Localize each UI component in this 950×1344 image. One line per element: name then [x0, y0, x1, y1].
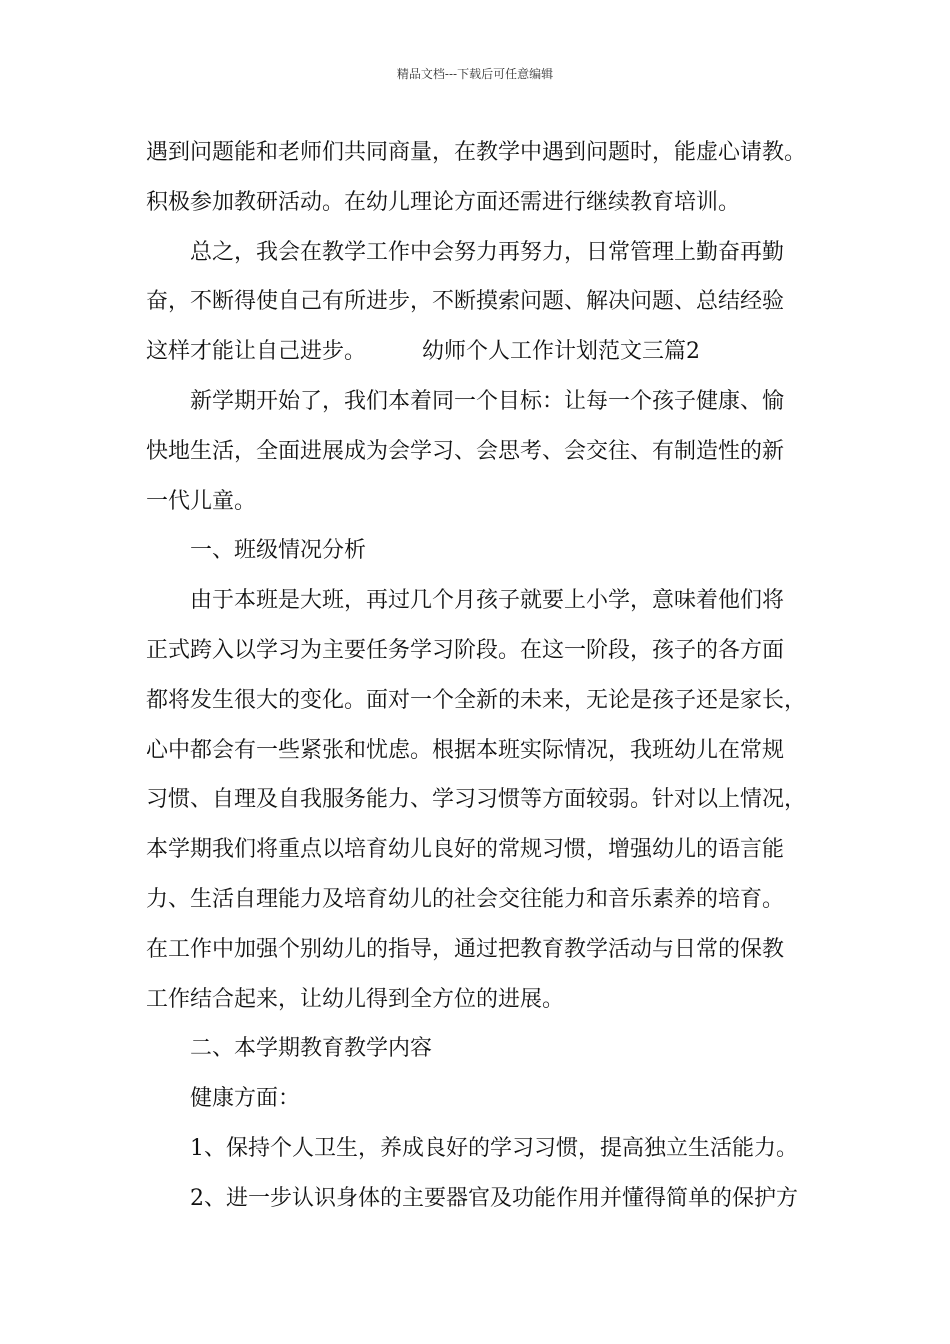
text-line-content: 快地生活，全面进展成为会学习、会思考、会交往、有制造性的新: [146, 438, 785, 464]
text-line-content: 新学期开始了，我们本着同一个目标：让每一个孩子健康、愉: [190, 388, 785, 414]
section-title: 幼师个人工作计划范文三篇2: [422, 339, 701, 365]
text-line-content: 一代儿童。: [146, 488, 257, 514]
text-line: [146, 626, 836, 676]
text-line: [146, 775, 836, 825]
text-line: [146, 1124, 836, 1174]
text-line-content: 一、班级情况分析: [190, 538, 367, 564]
text-line: [146, 128, 836, 178]
text-line: [146, 676, 836, 726]
text-line-content: 在工作中加强个别幼儿的指导，通过把教育教学活动与日常的保教: [146, 936, 785, 962]
text-line-content: 本学期我们将重点以培育幼儿良好的常规习惯，增强幼儿的语言能: [146, 837, 785, 863]
document-body: [146, 128, 836, 1224]
text-line-content: 总之，我会在教学工作中会努力再努力，日常管理上勤奋再勤: [190, 239, 785, 265]
text-line: [146, 277, 836, 327]
text-line: [146, 477, 836, 527]
text-line: [146, 1024, 836, 1074]
text-line: [146, 1074, 836, 1124]
text-line-content: 力、生活自理能力及培育幼儿的社会交往能力和音乐素养的培育。: [146, 886, 785, 912]
text-line-content: 都将发生很大的变化。面对一个全新的未来，无论是孩子还是家长，: [146, 687, 807, 713]
text-line-content: 正式跨入以学习为主要任务学习阶段。在这一阶段，孩子的各方面: [146, 637, 785, 663]
text-line-content: 心中都会有一些紧张和忧虑。根据本班实际情况，我班幼儿在常规: [146, 737, 785, 763]
text-line-content: 遇到问题能和老师们共同商量，在教学中遇到问题时，能虚心请教。: [146, 140, 807, 165]
text-line: [146, 975, 836, 1025]
text-line: [146, 427, 836, 477]
text-line-content: 积极参加教研活动。在幼儿理论方面还需进行继续教育培训。: [146, 189, 741, 215]
text-line-content: 2、进一步认识身体的主要器官及功能作用并懂得简单的保护方: [190, 1185, 798, 1211]
text-line: [146, 228, 836, 278]
text-line: [146, 327, 836, 377]
text-line: [146, 925, 836, 975]
text-line: [146, 526, 836, 576]
text-line: [146, 726, 836, 776]
text-line: [146, 178, 836, 228]
text-line-content: 二、本学期教育教学内容: [190, 1036, 433, 1062]
text-line-content: 这样才能让自己进步。: [146, 339, 367, 365]
text-line-content: 奋，不断得使自己有所进步，不断摸索问题、解决问题、总结经验: [146, 289, 785, 315]
text-line: [146, 825, 836, 875]
text-line-content: 工作结合起来，让幼儿得到全方位的进展。: [146, 986, 565, 1012]
text-line: [146, 576, 836, 626]
text-line: [146, 377, 836, 427]
text-line: [146, 875, 836, 925]
page-header: 精品文档---下载后可任意编辑: [396, 67, 554, 81]
text-line: [146, 1174, 836, 1224]
text-line-content: 由于本班是大班，再过几个月孩子就要上小学，意味着他们将: [190, 588, 785, 614]
text-line-content: 1、保持个人卫生，养成良好的学习习惯，提高独立生活能力。: [190, 1135, 798, 1161]
text-line-content: 习惯、自理及自我服务能力、学习习惯等方面较弱。针对以上情况，: [146, 787, 807, 813]
text-line-content: 健康方面：: [190, 1086, 301, 1112]
